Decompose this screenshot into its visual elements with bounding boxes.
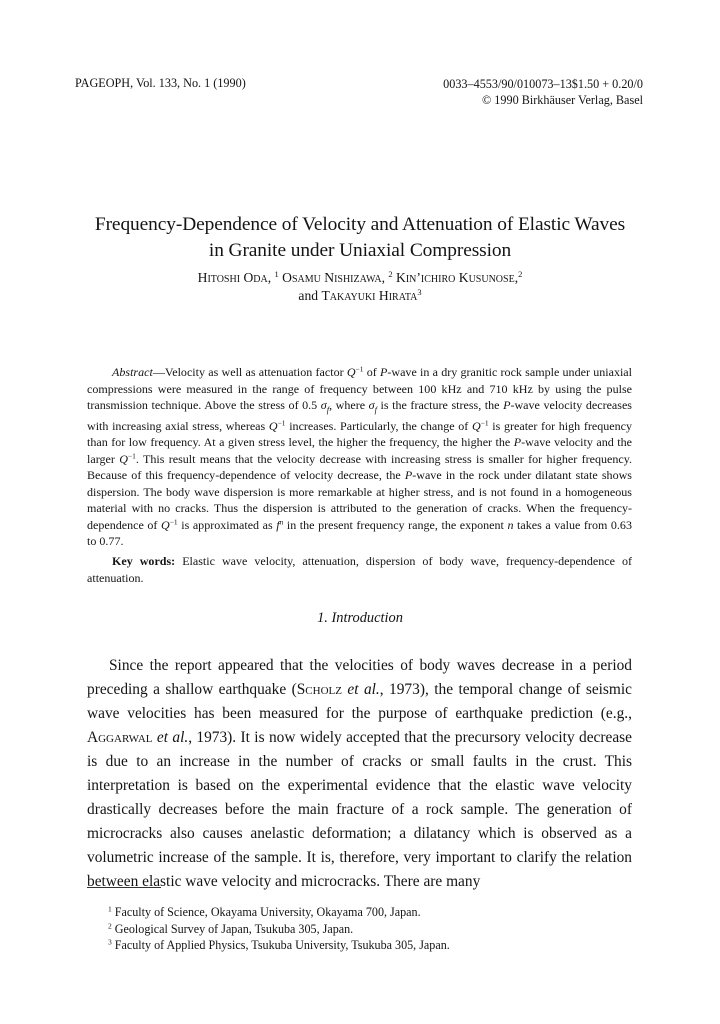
author-list bbox=[60, 269, 660, 305]
author-name: Hitoshi Oda bbox=[197, 270, 268, 285]
title-line-1: Frequency-Dependence of Velocity and Attenuation of Elastic Waves bbox=[94, 214, 626, 235]
article-code: 0033–4553/90/010073–13$1.50 + 0.20/0 bbox=[443, 77, 643, 91]
author-name: Osamu Nishizawa bbox=[282, 270, 382, 285]
abstract bbox=[87, 364, 632, 550]
running-header-journal: PAGEOPH, Vol. 133, No. 1 (1990) bbox=[75, 76, 246, 90]
citation-author: Aggarwal bbox=[87, 729, 153, 746]
keywords-text: Elastic wave velocity, attenuation, dispersion of body wave, frequency-dependence of attenuation. bbox=[87, 554, 632, 585]
keywords-label: Key words: bbox=[112, 554, 176, 568]
paper-title bbox=[60, 212, 660, 264]
author-separator: , bbox=[267, 270, 275, 285]
affiliation-marker: 2 bbox=[518, 268, 523, 279]
citation-author: Scholz bbox=[296, 681, 342, 698]
affiliation-marker: 2 bbox=[388, 268, 393, 279]
copyright-line: © 1990 Birkhäuser Verlag, Basel bbox=[481, 93, 643, 107]
affiliation-marker: 3 bbox=[417, 286, 422, 297]
author-line-1 bbox=[60, 269, 660, 287]
author-separator: , bbox=[514, 270, 519, 285]
introduction-body bbox=[87, 654, 632, 894]
title-line-2: in Granite under Uniaxial Compression bbox=[208, 240, 512, 261]
section-heading-introduction: 1. Introduction bbox=[317, 610, 403, 626]
keywords bbox=[87, 553, 632, 586]
footnote: $^3$ Faculty of Applied Physics, Tsukuba University, Tsukuba 305, Japan. bbox=[108, 937, 450, 952]
running-header-publisher bbox=[443, 76, 643, 108]
footnote-divider bbox=[87, 887, 161, 888]
author-name: Kin’ichiro Kusunose bbox=[396, 270, 515, 285]
author-conjunction: and bbox=[298, 288, 322, 303]
author-separator: , bbox=[381, 270, 389, 285]
affiliation-marker: 1 bbox=[274, 268, 279, 279]
abstract-paragraph: Abstract—Velocity as well as attenuation factor $Q^{-1}$ of P-wave in a dry granitic rock sample under uniaxial compressions were measured in the range of frequency between 100 kHz and 710 kHz by using the pulse transmission technique. Above the stress of 0.5 $\sigma_f$, where $\sigma_f$ is the fracture stress, the P-wave velocity decreases with increasing axial stress, whereas $Q^{-1}$ increases. Particularly, the change of $Q^{-1}$ is greater for high frequency than for low frequency. At a given stress level, the higher the frequency, the higher the P-wave velocity and the larger $Q^{-1}$. This result means that the velocity decrease with increasing stress is smaller for higher frequency. Because of this frequency-dependence of velocity decrease, the P-wave in the rock under dilatant state shows dispersion. The body wave dispersion is more remarkable at higher stress, and is not found in a homogeneous material with no cracks. Thus the dispersion is attributed to the generation of cracks. When the frequency-dependence of $Q^{-1}$ is approximated as $f^n$ in the present frequency range, the exponent n takes a value from 0.63 to 0.77. bbox=[87, 364, 633, 549]
abstract-label: Abstract bbox=[112, 365, 153, 379]
author-name: Takayuki Hirata bbox=[321, 288, 418, 303]
body-paragraph: Since the report appeared that the velocities of body waves decrease in a period preceding a shallow earthquake (Scholz et al., 1973), the temporal change of seismic wave velocities has been measured for the purpose of earthquake prediction (e.g., Aggarwal et al., 1973). It is now widely accepted that the precursory velocity decrease is due to an increase in the number of cracks or small faults in the crust. This interpretation is based on the experimental evidence that the elastic wave velocity drastically decreases before the main fracture of a rock sample. The generation of microcracks also causes anelastic deformation; a dilatancy which is observed as a volumetric increase of the sample. It is, therefore, very important to clarify the relation between elastic wave velocity and microcracks. There are many bbox=[87, 657, 632, 890]
keywords-paragraph bbox=[87, 553, 632, 586]
footnote: $^1$ Faculty of Science, Okayama University, Okayama 700, Japan. bbox=[108, 904, 421, 919]
footnotes bbox=[108, 904, 450, 954]
footnote: $^2$ Geological Survey of Japan, Tsukuba 305, Japan. bbox=[108, 921, 354, 936]
author-line-2 bbox=[60, 287, 660, 305]
